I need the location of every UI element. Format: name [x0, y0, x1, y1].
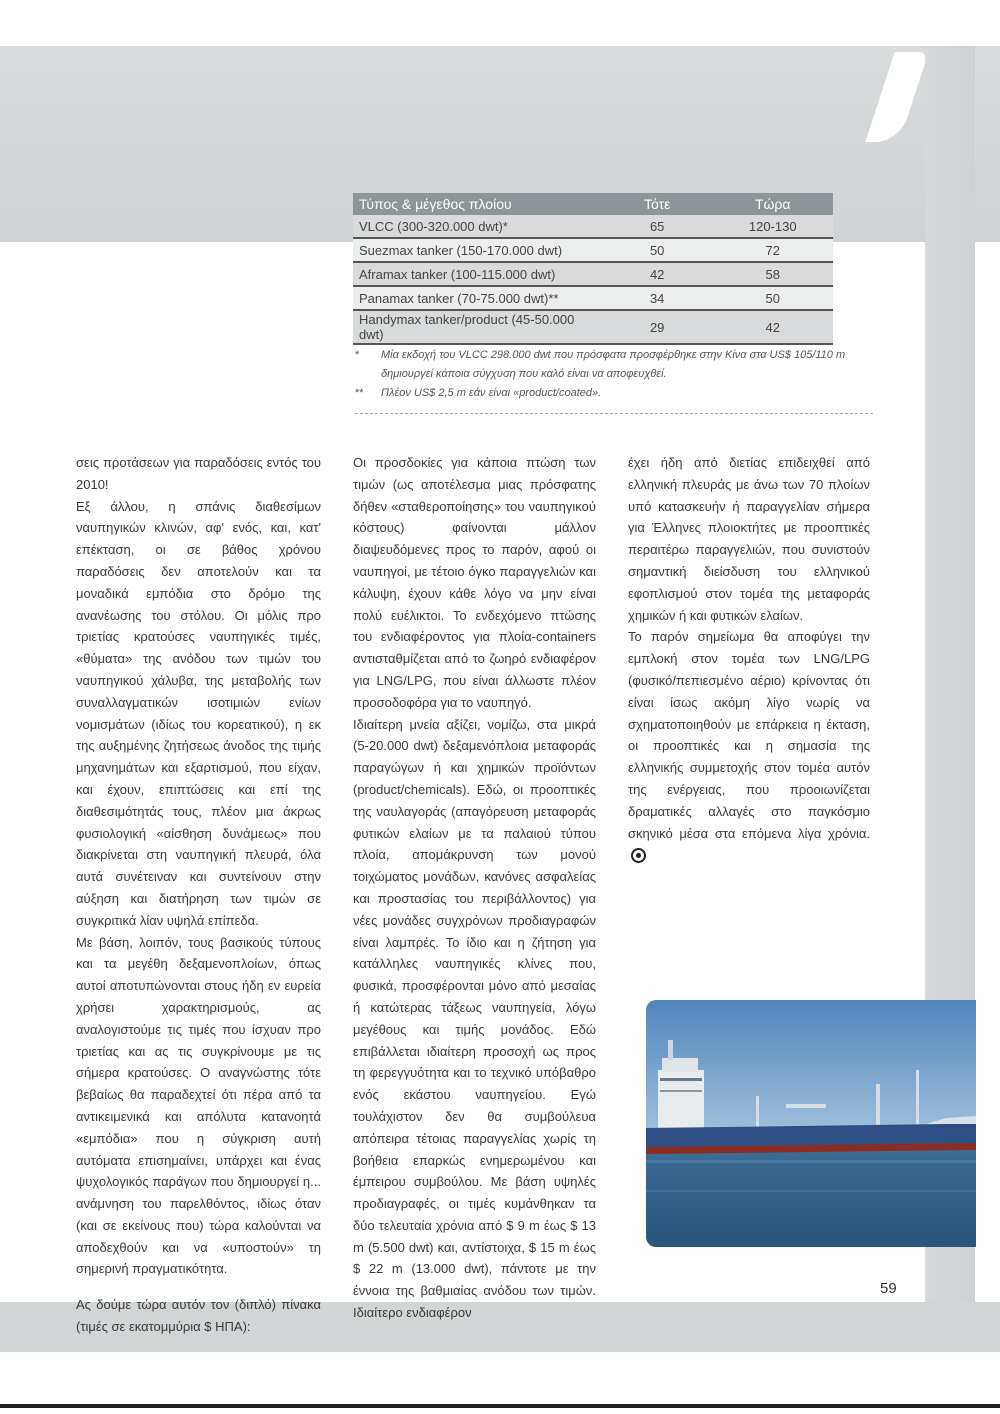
tanker-ship-illustration	[646, 1000, 976, 1247]
cell-now: 58	[712, 262, 833, 286]
footnote-text: Μία εκδοχή του VLCC 298.000 dwt που πρόσφατα προσφέρθηκε στην Κίνα στα US$ 105/110 m δημιουργεί κάποια σύγχυση που καλό είναι να αποφευχθεί.	[381, 349, 846, 380]
paragraph: Εξ άλλου, η σπάνις διαθεσίμων ναυπηγικών κλινών, αφ' ενός, και, κατ' επέκταση, οι σε βάθος χρόνου παραδόσεις δεν αποτελούν και τα μοναδικά εμπόδια στο δρόμο της ανανέωσης του στόλου. Οι μόλις προ τριετίας κρατούσες ναυπηγικές τιμές, «θύματα» της ανόδου των τιμών του ναυπηγικού χάλυβα, της μεταβολής των συναλλαγματικών ισοτιμιών ενίων νομισμάτων (ιδίως του κορεατικού), η εκ της αυξημένης ζητήσεως άνοδος της τιμής μηχανημάτων και εξαρτισμού, που είχαν, και έχουν, επιπτώσεις και επί της διαθεσιμότητάς τους, πλέον μια άκρως φυσιολογική «αίσθηση δυνάμεως» που διακρίνεται στη ναυπηγική πλευρά, όλα αυτά συνέτειναν και συντείνουν στην αύξηση και διατήρηση των τιμών σε συγκριτικά λίαν υψηλά επίπεδα.	[76, 498, 321, 928]
cell-type: VLCC (300-320.000 dwt)*	[353, 215, 602, 238]
ship-mast	[668, 1040, 673, 1060]
footnote-mark: **	[355, 387, 364, 399]
ship-bridge	[662, 1058, 698, 1072]
water-reflection	[646, 1190, 976, 1192]
cell-then: 29	[602, 310, 713, 344]
header-now: Τώρα	[712, 193, 833, 215]
cell-then: 34	[602, 286, 713, 310]
paragraph: σεις προτάσεων για παραδόσεις εντός του 2010!	[76, 455, 321, 492]
end-of-article-icon	[631, 848, 646, 863]
text-column-1	[76, 452, 321, 1338]
deck-piping	[786, 1104, 826, 1108]
cell-type: Aframax tanker (100-115.000 dwt)	[353, 262, 602, 286]
cell-now: 50	[712, 286, 833, 310]
footnote	[355, 346, 865, 384]
cell-now: 72	[712, 238, 833, 262]
bridge-windows	[660, 1078, 702, 1081]
cell-type: Suezmax tanker (150-170.000 dwt)	[353, 238, 602, 262]
deck-windows	[660, 1090, 702, 1092]
text-column-3	[628, 452, 870, 866]
cell-then: 42	[602, 262, 713, 286]
cell-now: 42	[712, 310, 833, 344]
cell-type: Panamax tanker (70-75.000 dwt)**	[353, 286, 602, 310]
bow-mast	[916, 1070, 919, 1130]
paragraph: έχει ήδη από διετίας επιδειχθεί από ελληνική πλευράς με άνω των 70 πλοίων υπό κατασκευήν ή παραγγελίαν σήμερα για Έλληνες πλοιοκτήτες με προοπτικές περαιτέρω παραγγελιών, που συνιστούν σημαντική διείσδυση του ελληνικού εφοπλισμού στον τομέα της μεταφοράς χημικών ή και φυτικών ελαίων.	[628, 455, 870, 623]
cell-now: 120-130	[712, 215, 833, 238]
paragraph	[628, 626, 870, 866]
page-number: 59	[880, 1280, 897, 1297]
price-comparison-table	[353, 193, 833, 345]
table-row	[353, 310, 833, 344]
footnote	[355, 384, 865, 403]
footnote-text: Πλέον US$ 2,5 m εάν είναι «product/coated».	[381, 387, 602, 399]
table-footnotes	[355, 346, 865, 403]
dashed-divider	[355, 413, 873, 414]
cell-then: 50	[602, 238, 713, 262]
text-column-2	[353, 452, 596, 1324]
header-type: Τύπος & μέγεθος πλοίου	[353, 193, 602, 215]
sea	[646, 1140, 976, 1247]
cell-type: Handymax tanker/product (45-50.000 dwt)	[353, 310, 602, 344]
cell-then: 65	[602, 215, 713, 238]
table-row	[353, 238, 833, 262]
water-reflection	[646, 1160, 976, 1163]
paragraph: Με βάση, λοιπόν, τους βασικούς τύπους και τα μεγέθη δεξαμενοπλοίων, όπως αυτοί αποτυπώνονται στους ήδη εν ευρεία χρήσει χαρακτηρισμούς, ας αναλογιστούμε τις τιμές που ίσχυαν προ τριετίας και ας τις συγκρίνουμε με τις σήμερα κρατούσες. Ο αναγνώστης τότε βεβαίως θα παραδεχτεί ότι πέρα από τα αντικειμενικά και απόλυτα κατανοητά «εμπόδια» που η σύγκριση αυτή αυτόματα επισημαίνει, υπάρχει και ένας ψυχολογικός παράγων που δημιουργεί η... ανάμνηση του παρελθόντος, ιδίως όταν (και σε εκείνους που) τώρα καλούνται να αποδεχθούν και να «υποστούν» τη σημερινή πραγματικότητα.	[76, 934, 321, 1277]
bottom-dark-rule	[0, 1404, 1000, 1408]
paragraph: Οι προσδοκίες για κάποια πτώση των τιμών (ως αποτέλεσμα μιας πρόσφατης δήθεν «σταθεροποίησης» του ναυπηγικού κόστους) φαίνονται μάλλον διαψευδόμενες προς το παρόν, αφού οι ναυπηγοί, με τέτοιο όγκο παραγγελιών και κάλυψη, έχουν κάθε λόγο να μην είναι πολύ ευέλικτοι. Το ενδεχόμενο πτώσης του ενδιαφέροντος για πλοία-containers αντισταθμίζεται από το ζωηρό ενδιαφέρον για LNG/LPG, που είναι άλλωστε πλέον προσοδοφόρα για το ναυπηγό.	[353, 455, 596, 710]
paragraph: Ας δούμε τώρα αυτόν τον (διπλό) πίνακα (τιμές σε εκατομμύρια $ ΗΠΑ):	[76, 1297, 321, 1335]
paragraph: Ιδιαίτερη μνεία αξίζει, νομίζω, στα μικρά (5-20.000 dwt) δεξαμενόπλοια μεταφοράς παραγώγων ή και χημικών προϊόντων (product/chemicals). Εδώ, οι προοπτικές της ναυλαγοράς (απαγόρευση μεταφοράς φυτικών ελαίων με τα παλαιού τύπου πλοία, απομάκρυνση των μονού τοιχώματος μονάδων, κανόνες ασφαλείας και προστασίας του περιβάλλοντος) για νέες μονάδες συγχρόνων προδιαγραφών είναι λαμπρές. Το ίδιο και η ζήτηση για κατάλληλες ναυπηγικές κλίνες που, φυσικά, προσφέρονται μόνο από μεσαίας ή κατώτερας τάξεως ναυπηγεία, λόγω μεγέθους και τιμής μονάδος. Εδώ επιβάλλεται ιδιαίτερη προσοχή ως προς τη φερεγγυότητα και το τεχνικό υπόβαθρο ενός εκάστου ναυπηγείου. Εγώ τουλάχιστον δεν θα συμβούλευα απόπειρα τέτοιας παραγγελίας χωρίς τη βοήθεια επαρκώς ενημερωμένου και έμπειρου συμβούλου. Με βάση υψηλές προδιαγραφές, οι τιμές κυμάνθηκαν τα δύο τελευταία χρόνια από $ 9 m έως $ 13 m (5.500 dwt) και, αντίστοιχα, $ 15 m έως $ 22 m (13.000 dwt), πάντοτε με την έννοια της βαθμιαίας ανόδου των τιμών. Ιδιαίτερο ενδιαφέρον	[353, 716, 596, 1321]
forward-mast	[876, 1084, 880, 1132]
table-row	[353, 286, 833, 310]
header-then: Τότε	[602, 193, 713, 215]
table-header-row	[353, 193, 833, 215]
paragraph-text: Το παρόν σημείωμα θα αποφύγει την εμπλοκή στον τομέα των LNG/LPG (φυσικό/πεπιεσμένο αέριο) κρίνοντας ότι είναι ίσως ακόμη λίγο νωρίς να σχηματοποιηθούν με επάρκεια η έκταση, οι προοπτικές και η σημασία της ελληνικής συμμετοχής στον τομέα αυτόν της ενέργειας, που προοιωνίζεται δραματικές αλλαγές στο παγκόσμιο σκηνικό μέσα στα επόμενα λίγα χρόνια.	[628, 629, 870, 841]
tanker-ship-photo	[646, 1000, 976, 1247]
footnote-mark: *	[355, 349, 360, 361]
table-row	[353, 215, 833, 238]
table-row	[353, 262, 833, 286]
